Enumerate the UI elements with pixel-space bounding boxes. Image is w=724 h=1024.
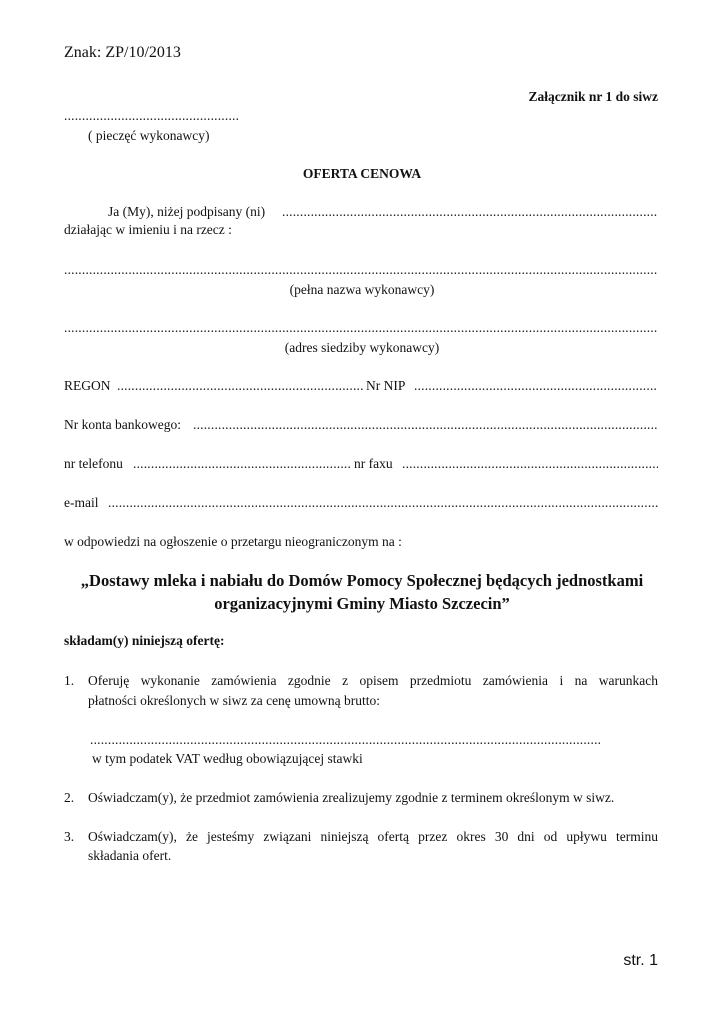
nip-label: Nr NIP bbox=[366, 378, 406, 393]
vat-label: w tym podatek VAT według obowiązującej stawki bbox=[92, 751, 363, 766]
regon-label: REGON bbox=[64, 378, 111, 393]
email-label: e-mail bbox=[64, 495, 99, 510]
item-3-number: 3. bbox=[64, 829, 75, 844]
fax-label: nr faxu bbox=[354, 456, 393, 471]
signed-dotted-field[interactable] bbox=[282, 204, 658, 220]
fax-dotted-field[interactable] bbox=[402, 456, 658, 472]
regon-dotted-field[interactable] bbox=[117, 378, 363, 394]
bank-account-dotted-field[interactable] bbox=[193, 417, 658, 433]
item-3-line-2: składania ofert. bbox=[88, 848, 172, 863]
signed-label: Ja (My), niżej podpisany (ni) bbox=[108, 204, 266, 219]
response-text: w odpowiedzi na ogłoszenie o przetargu nieograniczonym na : bbox=[64, 534, 402, 549]
stamp-dotted-line bbox=[64, 108, 238, 124]
nip-dotted-field[interactable] bbox=[414, 378, 658, 394]
phone-label: nr telefonu bbox=[64, 456, 123, 471]
item-1-number: 1. bbox=[64, 673, 75, 688]
document-code: Znak: ZP/10/2013 bbox=[64, 44, 181, 61]
page-number: str. 1 bbox=[623, 952, 658, 969]
address-dotted-field[interactable] bbox=[64, 320, 658, 336]
address-caption: (adres siedziby wykonawcy) bbox=[284, 340, 440, 355]
attachment-label: Załącznik nr 1 do siwz bbox=[528, 89, 658, 104]
stamp-label: ( pieczęć wykonawcy) bbox=[88, 128, 210, 143]
full-name-caption: (pełna nazwa wykonawcy) bbox=[289, 282, 435, 297]
acting-label: działając w imieniu i na rzecz : bbox=[64, 222, 232, 237]
offer-heading: składam(y) niniejszą ofertę: bbox=[64, 633, 225, 648]
item-1-line-2: płatności określonych w siwz za cenę umowną brutto: bbox=[88, 693, 381, 708]
item-2-number: 2. bbox=[64, 790, 75, 805]
subject-line-1: „Dostawy mleka i nabiału do Domów Pomocy Społecznej będących jednostkami bbox=[80, 571, 644, 590]
phone-dotted-field[interactable] bbox=[133, 456, 351, 472]
item-2-line-1: Oświadczam(y), że przedmiot zamówienia zrealizujemy zgodnie z terminem określonym w siwz. bbox=[88, 790, 615, 805]
bank-account-label: Nr konta bankowego: bbox=[64, 417, 181, 432]
full-name-dotted-field[interactable] bbox=[64, 262, 658, 278]
page-title: OFERTA CENOWA bbox=[302, 166, 422, 181]
item-3-line-1: Oświadczam(y), że jesteśmy związani niniejszą ofertą przez okres 30 dni od upływu terminu bbox=[88, 829, 658, 844]
email-dotted-field[interactable] bbox=[108, 495, 658, 511]
subject-line-2: organizacyjnymi Gminy Miasto Szczecin” bbox=[214, 594, 510, 613]
price-dotted-field[interactable] bbox=[90, 732, 602, 748]
item-1-line-1: Oferuję wykonanie zamówienia zgodnie z opisem przedmiotu zamówienia i na warunkach bbox=[88, 673, 658, 688]
